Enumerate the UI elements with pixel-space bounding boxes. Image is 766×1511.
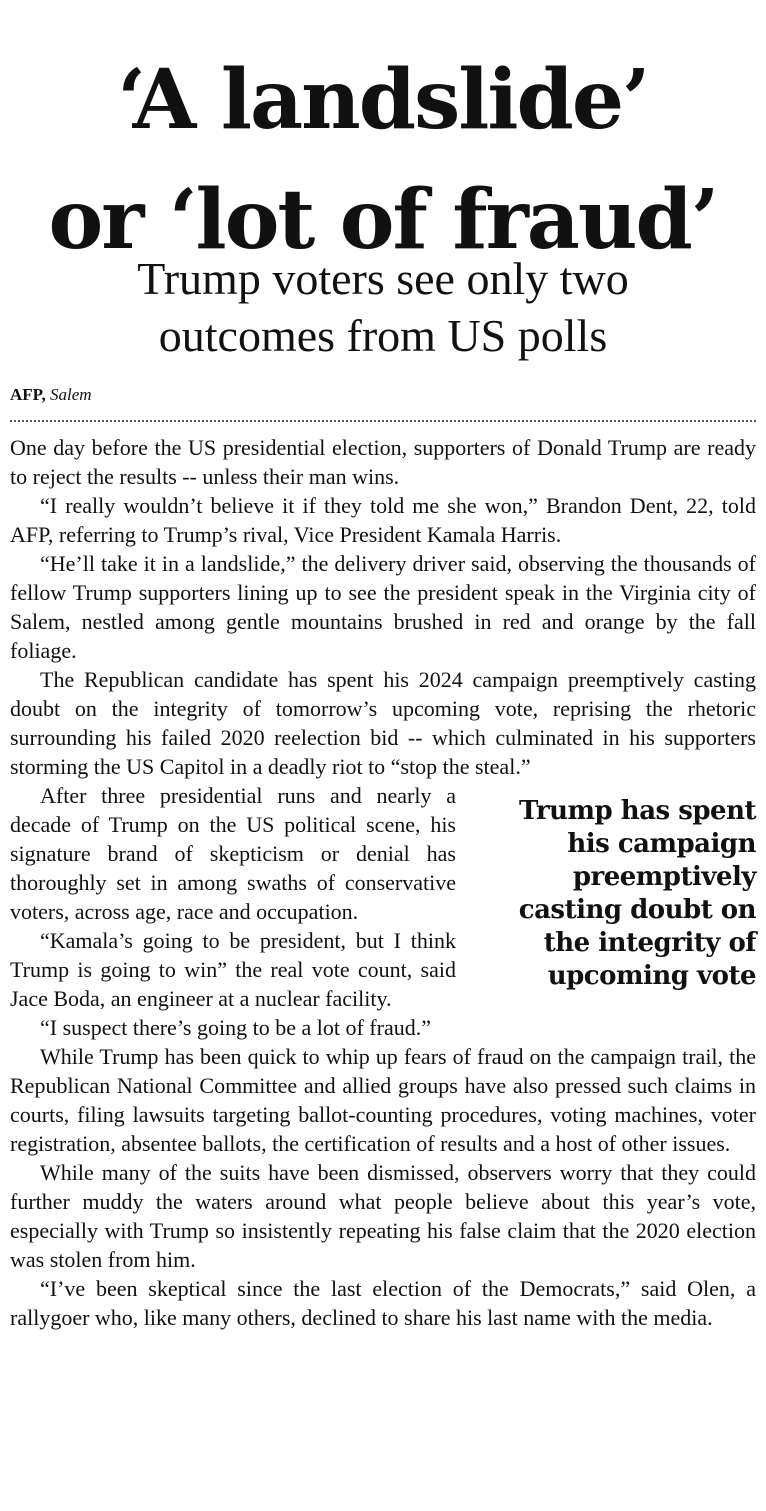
paragraph-4: The Republican candidate has spent his 2024 campaign preemptively casting doubt on the integrity of tomorrow’s upcoming vote, reprising the rhetoric surrounding his failed 2020 reelection bid -- which culminated in his supporters storming the US Capitol in a deadly riot to “stop the steal.” [10, 667, 756, 779]
subheadline-line-2: outcomes from US polls [158, 310, 608, 361]
article-body [10, 433, 756, 1332]
paragraph-6: “Kamala’s going to be president, but I think Trump is going to win” the real vote count, said Jace Boda, an engineer at a nuclear facility. [10, 928, 456, 1011]
paragraph-8: While Trump has been quick to whip up fears of fraud on the campaign trail, the Republican National Committee and allied groups have also pressed such claims in courts, filing lawsuits targeting ballot-counting procedures, voting machines, voter registration, absentee ballots, the certification of results and a host of other issues. [10, 1044, 756, 1156]
paragraph-10: “I’ve been skeptical since the last election of the Democrats,” said Olen, a rallygoer who, like many others, declined to share his last name with the media. [10, 1276, 756, 1330]
byline [10, 384, 92, 406]
paragraph-7: “I suspect there’s going to be a lot of fraud.” [40, 1015, 431, 1040]
paragraph-9: While many of the suits have been dismissed, observers worry that they could further muddy the waters around what people believe about this year’s vote, especially with Trump so insistently repeating his false claim that the 2020 election was stolen from him. [10, 1160, 756, 1272]
subheadline [0, 250, 766, 364]
dotted-divider [10, 420, 756, 422]
paragraph-1: One day before the US presidential election, supporters of Donald Trump are ready to reject the results -- unless their man wins. [10, 435, 756, 489]
headline [0, 40, 766, 280]
byline-dateline: Salem [50, 385, 92, 404]
paragraph-2: “I really wouldn’t believe it if they told me she won,” Brandon Dent, 22, told AFP, referring to Trump’s rival, Vice President Kamala Harris. [10, 493, 756, 547]
headline-line-1: ‘A landslide’ [117, 52, 649, 148]
headline-line-2: or ‘lot of fraud’ [48, 172, 718, 268]
paragraph-5: After three presidential runs and nearly a decade of Trump on the US political scene, his signature brand of skepticism or denial has thoroughly set in among swaths of conservative voters, across age, race and occupation. [10, 783, 456, 924]
subheadline-line-1: Trump voters see only two [137, 253, 629, 304]
paragraph-3: “He’ll take it in a landslide,” the delivery driver said, observing the thousands of fellow Trump supporters lining up to see the president speak in the Virginia city of Salem, nestled among gentle mountains brushed in red and orange by the fall foliage. [10, 551, 756, 663]
pull-quote: Trump has spent his campaign preemptively casting doubt on the integrity of upcoming vote [518, 796, 756, 991]
byline-agency: AFP, [10, 385, 46, 404]
